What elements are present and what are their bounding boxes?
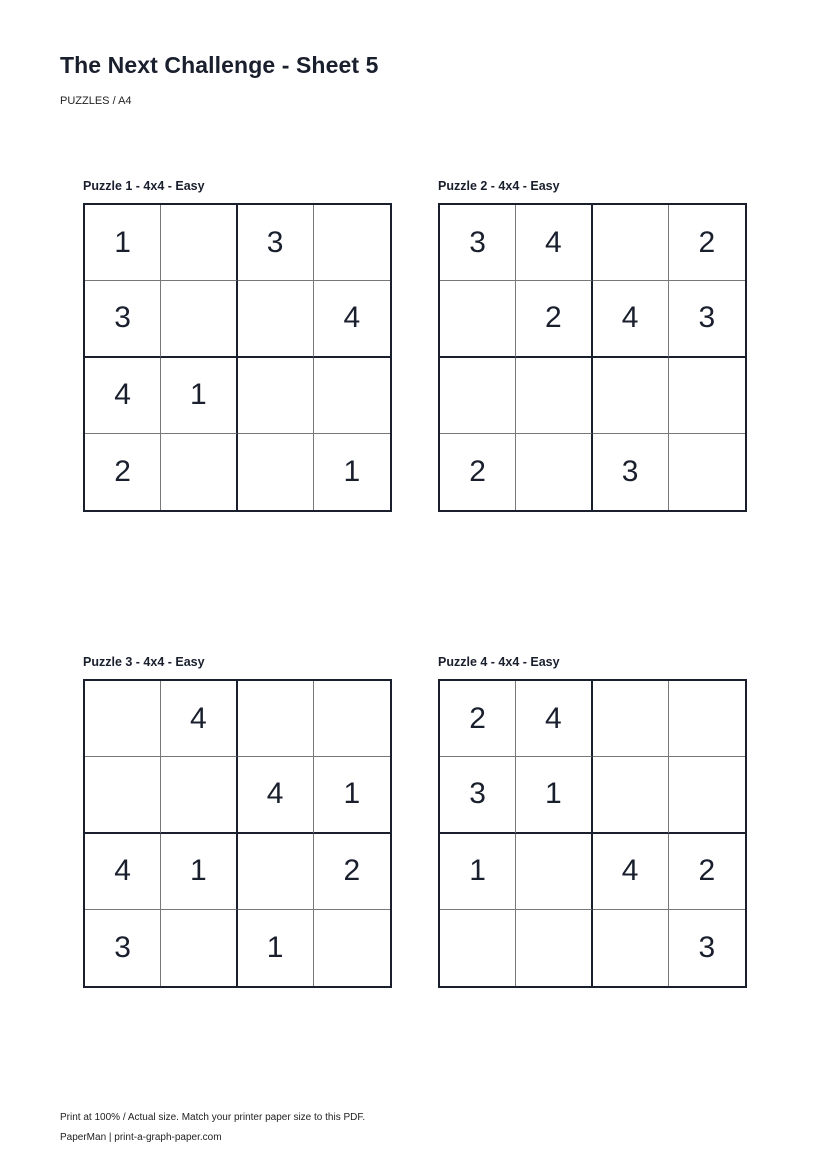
puzzle-label: Puzzle 2 - 4x4 - Easy [438, 179, 560, 193]
empty-cell[interactable] [314, 681, 390, 757]
given-cell: 2 [440, 434, 516, 510]
given-cell: 2 [669, 834, 745, 910]
empty-cell[interactable] [669, 358, 745, 434]
empty-cell[interactable] [161, 910, 237, 986]
empty-cell[interactable] [85, 681, 161, 757]
empty-cell[interactable] [516, 834, 592, 910]
empty-cell[interactable] [593, 358, 669, 434]
empty-cell[interactable] [593, 757, 669, 833]
given-cell: 1 [314, 757, 390, 833]
empty-cell[interactable] [440, 910, 516, 986]
sudoku-grid [83, 203, 392, 512]
empty-cell[interactable] [516, 434, 592, 510]
empty-cell[interactable] [238, 281, 314, 357]
empty-cell[interactable] [669, 681, 745, 757]
empty-cell[interactable] [314, 910, 390, 986]
given-cell: 3 [698, 930, 716, 964]
empty-cell[interactable] [161, 757, 237, 833]
page-title: The Next Challenge - Sheet 5 [60, 52, 379, 78]
empty-cell[interactable] [593, 681, 669, 757]
puzzle-1 [83, 179, 393, 512]
sudoku-grid [438, 679, 747, 988]
given-cell: 1 [516, 757, 592, 833]
given-cell: 4 [161, 681, 237, 757]
given-cell: 2 [669, 205, 745, 281]
given-cell: 1 [440, 834, 516, 910]
empty-cell[interactable] [440, 281, 516, 357]
puzzle-2 [438, 179, 748, 512]
empty-cell[interactable] [238, 834, 314, 910]
given-cell: 4 [516, 681, 592, 757]
empty-cell[interactable] [669, 757, 745, 833]
given-cell: 1 [161, 358, 237, 434]
given-cell: 3 [440, 205, 516, 281]
given-cell: 2 [516, 281, 592, 357]
footer-credit: PaperMan | print-a-graph-paper.com [60, 1132, 222, 1143]
given-cell: 3 [593, 434, 669, 510]
given-cell: 4 [314, 281, 390, 357]
given-cell: 2 [314, 834, 390, 910]
print-note: Print at 100% / Actual size. Match your printer paper size to this PDF. [60, 1112, 366, 1123]
puzzle-label: Puzzle 4 - 4x4 - Easy [438, 655, 560, 669]
empty-cell[interactable] [85, 757, 161, 833]
given-cell: 1 [85, 205, 161, 281]
puzzle-label: Puzzle 1 - 4x4 - Easy [83, 179, 205, 193]
empty-cell[interactable] [314, 358, 390, 434]
given-cell: 1 [238, 910, 314, 986]
given-cell: 3 [85, 910, 161, 986]
given-cell: 3 [669, 281, 745, 357]
given-cell: 2 [85, 434, 161, 510]
empty-cell[interactable] [238, 358, 314, 434]
empty-cell[interactable] [314, 205, 390, 281]
empty-cell[interactable] [161, 281, 237, 357]
given-cell: 4 [593, 834, 669, 910]
given-cell: 3 [85, 281, 161, 357]
empty-cell[interactable] [440, 358, 516, 434]
given-cell: 1 [161, 834, 237, 910]
given-cell: 4 [516, 205, 592, 281]
puzzle-label: Puzzle 3 - 4x4 - Easy [83, 655, 205, 669]
sudoku-grid [438, 203, 747, 512]
empty-cell[interactable] [161, 434, 237, 510]
empty-cell[interactable] [238, 681, 314, 757]
empty-cell[interactable] [238, 434, 314, 510]
empty-cell[interactable] [516, 910, 592, 986]
given-cell: 4 [85, 834, 161, 910]
given-cell: 4 [593, 281, 669, 357]
empty-cell[interactable] [516, 358, 592, 434]
empty-cell[interactable] [593, 910, 669, 986]
empty-cell[interactable] [669, 434, 745, 510]
puzzle-4 [438, 655, 748, 988]
given-cell: 4 [85, 358, 161, 434]
page-subtitle: PUZZLES / A4 [60, 95, 132, 107]
empty-cell[interactable] [161, 205, 237, 281]
given-cell: 1 [343, 454, 361, 488]
sudoku-grid [83, 679, 392, 988]
given-cell: 3 [238, 205, 314, 281]
given-cell: 3 [440, 757, 516, 833]
given-cell: 4 [238, 757, 314, 833]
empty-cell[interactable] [593, 205, 669, 281]
given-cell: 2 [440, 681, 516, 757]
puzzle-3 [83, 655, 393, 988]
